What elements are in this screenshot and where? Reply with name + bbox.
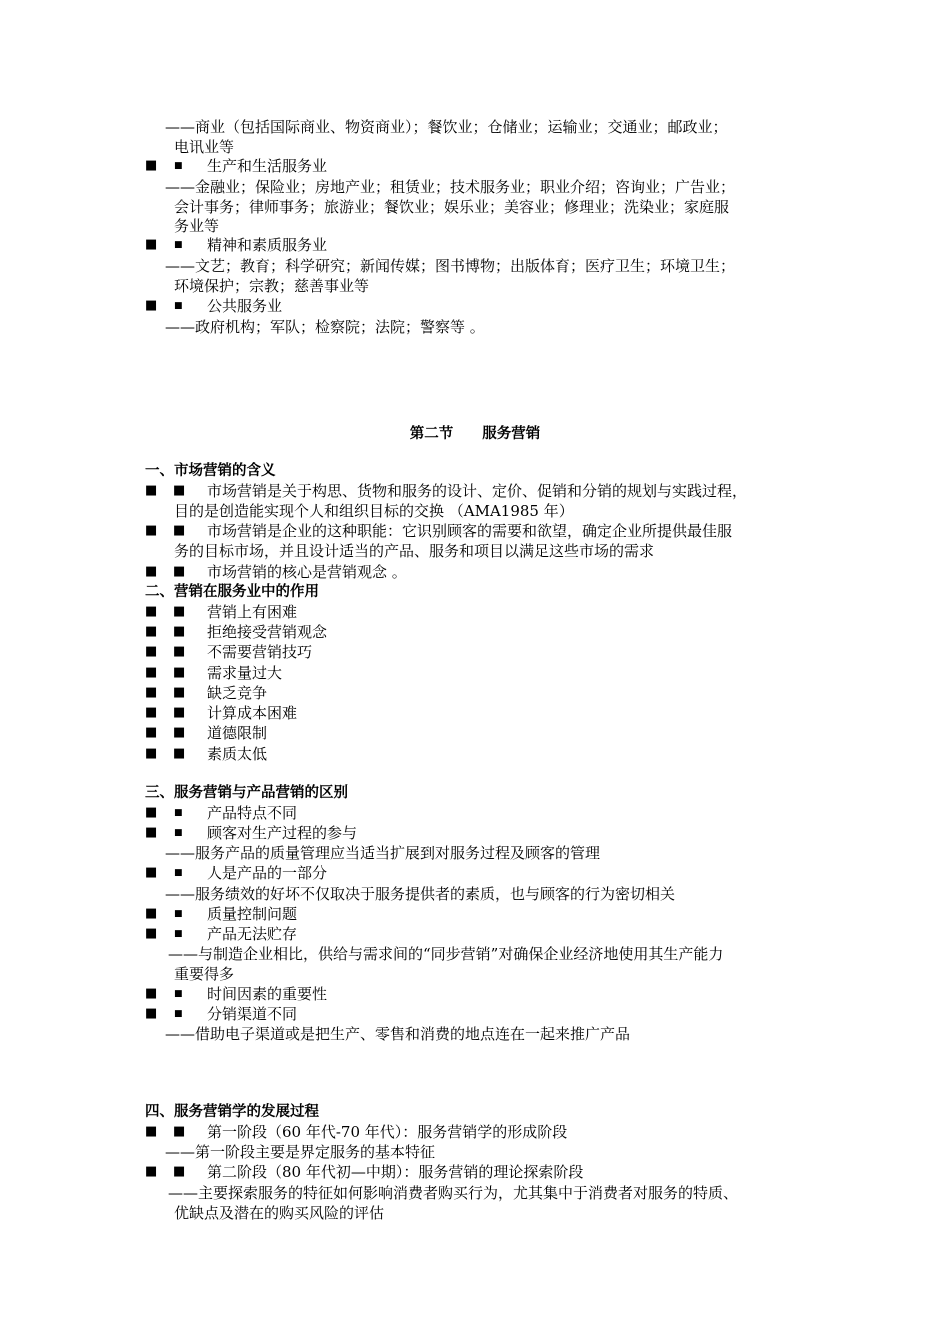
square-bullet-icon: ■: [145, 926, 158, 941]
list-item: 顾客对生产过程的参与: [207, 824, 358, 842]
item-note: ——服务产品的质量管理应当适当扩展到对服务过程及顾客的管理: [165, 844, 601, 862]
square-bullet-icon: ■: [145, 665, 158, 680]
category-detail: 务业等: [174, 217, 220, 235]
list-item: 产品无法贮存: [207, 925, 298, 943]
item-note: ——借助电子渠道或是把生产、零售和消费的地点连在一起来推广产品: [165, 1025, 631, 1043]
intro-line: ——商业（包括国际商业、物资商业）；餐饮业；仓储业；运输业；交通业；邮政业；: [165, 118, 728, 136]
square-bullet-icon: ■: [145, 237, 158, 252]
square-bullet-icon: ■: [173, 665, 186, 680]
category-detail: ——金融业；保险业；房地产业；租赁业；技术服务业；职业介绍；咨询业；广告业；: [165, 178, 736, 196]
list-item: 营销上有困难: [207, 603, 298, 621]
square-bullet-icon: ■: [173, 1164, 186, 1179]
item-note: ——与制造企业相比，供给与需求间的“同步营销”对确保企业经济地使用其生产能力: [168, 945, 724, 963]
square-bullet-icon: ■: [145, 986, 158, 1001]
list-item: 第二阶段（80 年代初—中期）：服务营销的理论探索阶段: [207, 1163, 584, 1181]
item-note: 重要得多: [174, 965, 235, 983]
square-bullet-icon: ■: [173, 685, 186, 700]
section-heading: 三、服务营销与产品营销的区别: [145, 785, 348, 801]
list-item: 拒绝接受营销观念: [207, 623, 328, 641]
small-square-bullet-icon: ■: [174, 301, 183, 311]
small-square-bullet-icon: ■: [174, 161, 183, 171]
section-title: 第二节 服务营销: [409, 426, 541, 442]
square-bullet-icon: ■: [173, 483, 186, 498]
category-label: 生产和生活服务业: [207, 157, 328, 175]
small-square-bullet-icon: ■: [174, 909, 183, 919]
category-detail: 会计事务；律师事务；旅游业；餐饮业；娱乐业；美容业；修理业；洗染业；家庭服: [174, 198, 730, 216]
category-label: 精神和素质服务业: [207, 236, 328, 254]
paragraph-line: 市场营销是企业的这种职能：它识别顾客的需要和欲望，确定企业所提供最佳服: [207, 522, 733, 540]
section-heading: 一、市场营销的含义: [145, 463, 276, 479]
list-item: 产品特点不同: [207, 804, 298, 822]
square-bullet-icon: ■: [145, 483, 158, 498]
square-bullet-icon: ■: [173, 746, 186, 761]
square-bullet-icon: ■: [173, 604, 186, 619]
category-detail: ——政府机构；军队；检察院；法院；警察等 。: [165, 318, 485, 336]
intro-line: 电讯业等: [174, 138, 235, 156]
paragraph-line: 市场营销是关于构思、货物和服务的设计、定价、促销和分销的规划与实践过程，: [207, 482, 748, 500]
list-item: 人是产品的一部分: [207, 864, 328, 882]
square-bullet-icon: ■: [173, 564, 186, 579]
square-bullet-icon: ■: [173, 644, 186, 659]
square-bullet-icon: ■: [145, 825, 158, 840]
square-bullet-icon: ■: [145, 685, 158, 700]
category-detail: 环境保护；宗教；慈善事业等: [174, 277, 370, 295]
square-bullet-icon: ■: [173, 705, 186, 720]
small-square-bullet-icon: ■: [174, 868, 183, 878]
square-bullet-icon: ■: [173, 1124, 186, 1139]
square-bullet-icon: ■: [145, 705, 158, 720]
category-label: 公共服务业: [207, 297, 283, 315]
square-bullet-icon: ■: [145, 1124, 158, 1139]
square-bullet-icon: ■: [145, 158, 158, 173]
square-bullet-icon: ■: [145, 746, 158, 761]
section-heading: 二、营销在服务业中的作用: [145, 584, 319, 600]
section-heading: 四、服务营销学的发展过程: [145, 1104, 319, 1120]
item-note: ——第一阶段主要是界定服务的基本特征: [165, 1143, 436, 1161]
small-square-bullet-icon: ■: [174, 828, 183, 838]
item-note: 优缺点及潜在的购买风险的评估: [174, 1204, 385, 1222]
item-note: ——服务绩效的好坏不仅取决于服务提供者的素质，也与顾客的行为密切相关: [165, 885, 676, 903]
square-bullet-icon: ■: [145, 865, 158, 880]
list-item: 素质太低: [207, 745, 268, 763]
paragraph-line: 目的是创造能实现个人和组织目标的交换 （AMA1985 年）: [174, 502, 574, 520]
square-bullet-icon: ■: [145, 644, 158, 659]
small-square-bullet-icon: ■: [174, 1009, 183, 1019]
square-bullet-icon: ■: [145, 805, 158, 820]
paragraph-line: 市场营销的核心是营销观念 。: [207, 563, 407, 581]
square-bullet-icon: ■: [173, 725, 186, 740]
small-square-bullet-icon: ■: [174, 929, 183, 939]
list-item: 计算成本困难: [207, 704, 298, 722]
square-bullet-icon: ■: [145, 906, 158, 921]
category-detail: ——文艺；教育；科学研究；新闻传媒；图书博物；出版体育；医疗卫生；环境卫生；: [165, 257, 736, 275]
square-bullet-icon: ■: [145, 725, 158, 740]
small-square-bullet-icon: ■: [174, 808, 183, 818]
list-item: 缺乏竞争: [207, 684, 268, 702]
list-item: 需求量过大: [207, 664, 283, 682]
square-bullet-icon: ■: [145, 604, 158, 619]
square-bullet-icon: ■: [145, 1006, 158, 1021]
paragraph-line: 务的目标市场，并且设计适当的产品、服务和项目以满足这些市场的需求: [174, 542, 655, 560]
list-item: 质量控制问题: [207, 905, 298, 923]
small-square-bullet-icon: ■: [174, 989, 183, 999]
square-bullet-icon: ■: [145, 298, 158, 313]
list-item: 道德限制: [207, 724, 268, 742]
small-square-bullet-icon: ■: [174, 240, 183, 250]
list-item: 时间因素的重要性: [207, 985, 328, 1003]
list-item: 分销渠道不同: [207, 1005, 298, 1023]
list-item: 第一阶段（60 年代-70 年代）：服务营销学的形成阶段: [207, 1123, 568, 1141]
square-bullet-icon: ■: [145, 523, 158, 538]
square-bullet-icon: ■: [145, 564, 158, 579]
square-bullet-icon: ■: [145, 624, 158, 639]
square-bullet-icon: ■: [173, 523, 186, 538]
item-note: ——主要探索服务的特征如何影响消费者购买行为，尤其集中于消费者对服务的特质、: [168, 1184, 739, 1202]
square-bullet-icon: ■: [145, 1164, 158, 1179]
square-bullet-icon: ■: [173, 624, 186, 639]
list-item: 不需要营销技巧: [207, 643, 313, 661]
